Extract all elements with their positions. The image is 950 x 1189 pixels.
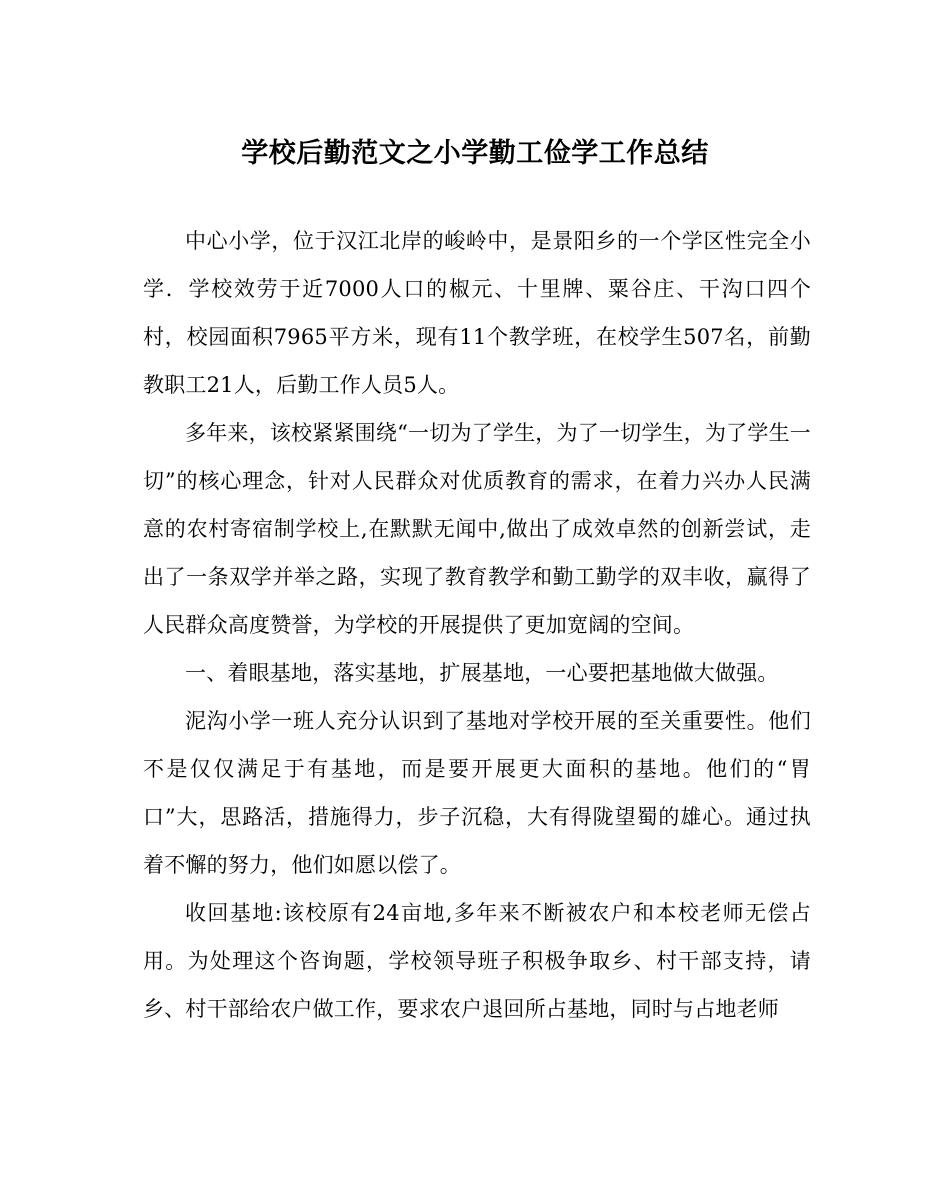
paragraph-reclaim-base: 收回基地:该校原有24亩地,多年来不断被农户和本校老师无偿占用。为处理这个咨询题，学校领导班子积极争取乡、村干部支持，请乡、村干部给农户做工作，要求农户退回所占基地，同时与占地老师 bbox=[143, 901, 811, 1021]
document-title: 学校后勤范文之小学勤工俭学工作总结 bbox=[241, 138, 709, 169]
paragraph-base-importance: 泥沟小学一班人充分认识到了基地对学校开展的至关重要性。他们不是仅仅满足于有基地，而是要开展更大面积的基地。他们的“胃口”大，思路活，措施得力，步子沉稳，大有得陇望蜀的雄心。通过执着不懈的努力，他们如愿以偿了。 bbox=[143, 709, 811, 877]
document-body bbox=[143, 217, 811, 1033]
paragraph-philosophy: 多年来，该校紧紧围绕“一切为了学生，为了一切学生，为了学生一切”的核心理念，针对人民群众对优质教育的需求，在着力兴办人民满意的农村寄宿制学校上,在默默无闻中,做出了成效卓然的创新尝试，走出了一条双学并举之路，实现了教育教学和勤工勤学的双丰收，赢得了人民群众高度赞誉，为学校的开展提供了更加宽阔的空间。 bbox=[143, 421, 811, 637]
paragraph-intro: 中心小学，位于汉江北岸的峻岭中，是景阳乡的一个学区性完全小学．学校效劳于近7000人口的椒元、十里牌、粟谷庄、干沟口四个村，校园面积7965平方米，现有11个教学班，在校学生507名，前勤教职工21人，后勤工作人员5人。 bbox=[143, 229, 811, 397]
section-heading-base: 一、着眼基地，落实基地，扩展基地，一心要把基地做大做强。 bbox=[185, 661, 779, 685]
